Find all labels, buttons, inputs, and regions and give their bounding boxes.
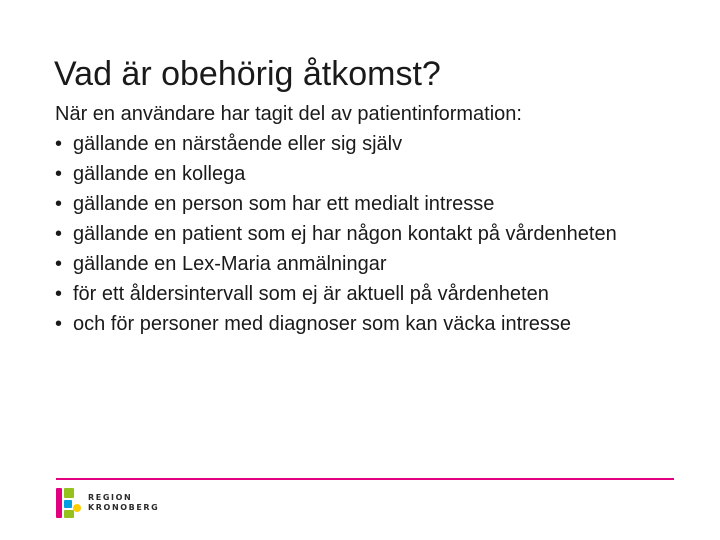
logo-line2: KRONOBERG — [88, 503, 160, 512]
logo-mark-magenta — [56, 488, 62, 518]
list-item — [55, 223, 675, 245]
bullet-list — [55, 133, 675, 335]
list-item — [55, 133, 675, 155]
logo-wordmark — [88, 493, 159, 513]
bullet-icon: • — [55, 193, 63, 215]
list-item — [55, 283, 675, 305]
list-item — [55, 313, 675, 335]
intro-text: När en användare har tagit del av patientinformation: — [55, 103, 522, 125]
bullet-icon: • — [55, 253, 63, 275]
list-item — [55, 253, 675, 275]
logo-mark-green — [64, 488, 74, 498]
list-item — [55, 163, 675, 185]
bullet-text: och för personer med diagnoser som kan väcka intresse — [73, 313, 572, 335]
region-kronoberg-logo — [56, 486, 159, 520]
bullet-icon: • — [55, 223, 63, 245]
bullet-icon: • — [55, 283, 63, 305]
logo-mark-green-lower — [64, 510, 74, 518]
list-item — [55, 193, 675, 215]
bullet-text: gällande en patient som ej har någon kontakt på vårdenheten — [73, 223, 617, 245]
bullet-text: gällande en kollega — [73, 163, 246, 185]
bullet-text: gällande en person som har ett medialt intresse — [73, 193, 495, 215]
slide-body — [55, 103, 675, 343]
footer-divider — [56, 478, 674, 480]
bullet-text: gällande en närstående eller sig själv — [73, 133, 403, 155]
bullet-icon: • — [55, 133, 63, 155]
slide-title: Vad är obehörig åtkomst? — [54, 55, 441, 93]
region-logo-icon — [56, 486, 82, 520]
bullet-icon: • — [55, 313, 63, 335]
bullet-text: för ett åldersintervall som ej är aktuell på vårdenheten — [73, 283, 549, 305]
bullet-icon: • — [55, 163, 63, 185]
logo-mark-yellow — [73, 504, 81, 512]
logo-mark-blue — [64, 500, 72, 508]
bullet-text: gällande en Lex-Maria anmälningar — [73, 253, 387, 275]
logo-line1: REGION — [88, 493, 133, 502]
